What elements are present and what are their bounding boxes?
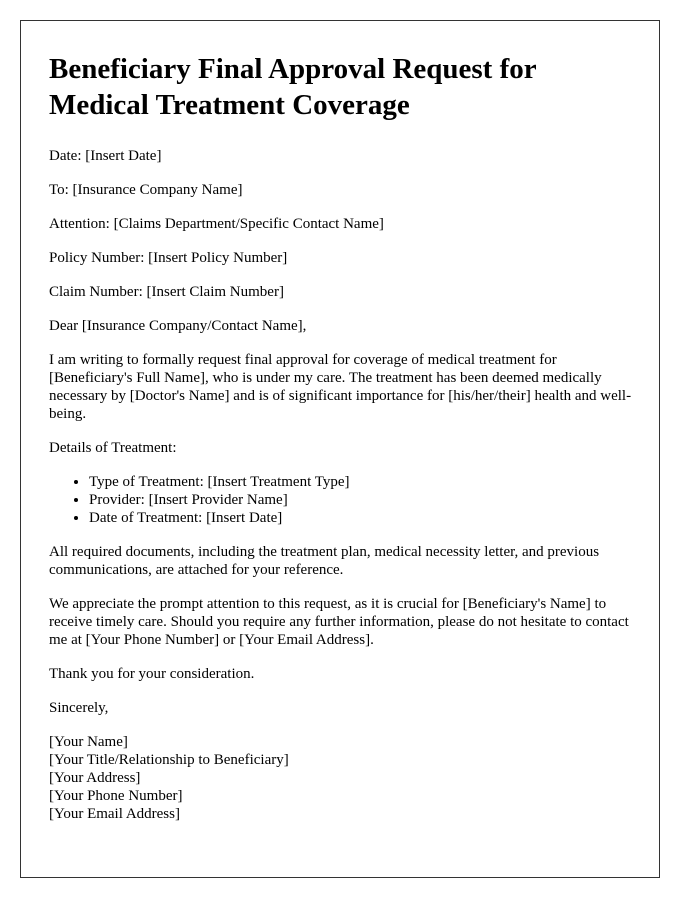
signature-title: [Your Title/Relationship to Beneficiary] [49, 752, 289, 768]
attention-field: Attention: [Claims Department/Specific Contact Name] [49, 216, 384, 232]
signature-address: [Your Address] [49, 770, 141, 786]
thanks-paragraph: Thank you for your consideration. [49, 666, 255, 682]
signature-block [49, 733, 639, 823]
closing: Sincerely, [49, 700, 109, 716]
claim-number-field: Claim Number: [Insert Claim Number] [49, 284, 284, 300]
list-item: • Date of Treatment: [Insert Date] [89, 509, 639, 527]
policy-number-field: Policy Number: [Insert Policy Number] [49, 250, 288, 266]
date-field: Date: [Insert Date] [49, 148, 162, 164]
to-field: To: [Insurance Company Name] [49, 182, 243, 198]
letter-title: Beneficiary Final Approval Request for Medical Treatment Coverage [49, 53, 537, 121]
list-item: • Provider: [Insert Provider Name] [89, 491, 639, 509]
details-heading: Details of Treatment: [49, 440, 177, 456]
salutation: Dear [Insurance Company/Contact Name], [49, 318, 307, 334]
signature-phone: [Your Phone Number] [49, 788, 183, 804]
letter-content [49, 51, 639, 823]
appreciation-paragraph: We appreciate the prompt attention to this request, as it is crucial for [Beneficiary's Name] to receive timely care. Should you require any further information, please do not hesitate to contact me at [Your Phone Number] or [Your Email Address]. [49, 596, 629, 648]
intro-paragraph: I am writing to formally request final approval for coverage of medical treatment for [Beneficiary's Full Name], who is under my care. The treatment has been deemed medically necessary by [Doctor's Name] and is of significant importance for [his/her/their] health and well-being. [49, 352, 632, 422]
treatment-details-list [49, 473, 639, 527]
list-item: • Type of Treatment: [Insert Treatment Type] [89, 473, 639, 491]
letter-page [20, 20, 660, 878]
signature-name: [Your Name] [49, 734, 128, 750]
documents-paragraph: All required documents, including the treatment plan, medical necessity letter, and previous communications, are attached for your reference. [49, 544, 600, 578]
signature-email: [Your Email Address] [49, 806, 180, 822]
